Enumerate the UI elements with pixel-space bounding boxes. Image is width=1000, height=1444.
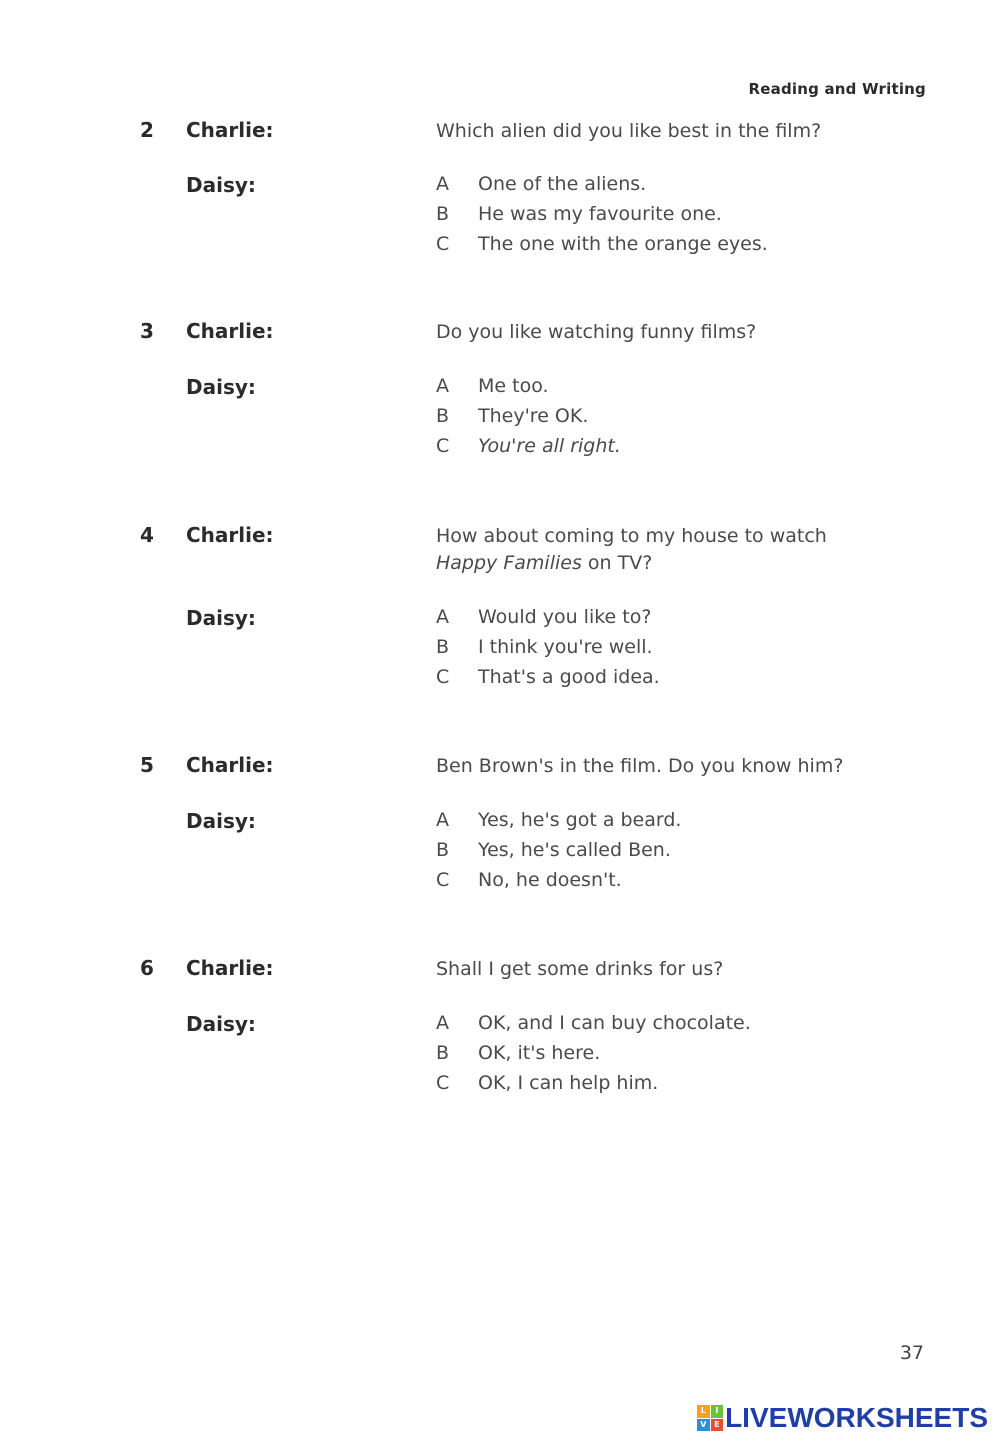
speaker-daisy: Daisy: (186, 173, 256, 197)
option-text: OK, I can help him. (478, 1072, 659, 1094)
option-letter: B (436, 405, 450, 427)
option-letter: B (436, 203, 450, 225)
prompt-title-italic: Happy Families (436, 552, 582, 574)
option-letter: C (436, 666, 450, 688)
question-prompt: Do you like watching funny films? (436, 321, 757, 343)
option-text: They're OK. (478, 405, 589, 427)
speaker-charlie: Charlie: (186, 118, 274, 142)
speaker-charlie: Charlie: (186, 523, 274, 547)
option-text: Yes, he's got a beard. (478, 809, 682, 831)
option-text: That's a good idea. (478, 666, 660, 688)
option-text: I think you're well. (478, 636, 653, 658)
logo-tile: V (697, 1419, 710, 1432)
prompt-line-2: on TV? (581, 552, 653, 574)
liveworksheets-logo-icon (697, 1405, 723, 1431)
option-letter: B (436, 636, 450, 658)
question-number: 3 (140, 319, 154, 343)
brand-name: LIVEWORKSHEETS (725, 1402, 988, 1433)
option-letter: A (436, 375, 449, 397)
option-letter: B (436, 1042, 450, 1064)
option-letter: C (436, 435, 450, 457)
speaker-daisy: Daisy: (186, 375, 256, 399)
question-prompt: Shall I get some drinks for us? (436, 958, 724, 980)
question-number: 5 (140, 753, 154, 777)
option-text: You're all right. (478, 435, 621, 457)
question-prompt: Ben Brown's in the film. Do you know him? (436, 755, 844, 777)
option-text: OK, and I can buy chocolate. (478, 1012, 751, 1034)
liveworksheets-brand[interactable] (697, 1402, 988, 1434)
speaker-daisy: Daisy: (186, 606, 256, 630)
option-letter: C (436, 233, 450, 255)
option-text: He was my favourite one. (478, 203, 722, 225)
option-text: Would you like to? (478, 606, 652, 628)
logo-tile: E (711, 1419, 724, 1432)
question-number: 2 (140, 118, 154, 142)
speaker-daisy: Daisy: (186, 809, 256, 833)
option-text: Me too. (478, 375, 549, 397)
question-number: 4 (140, 523, 154, 547)
logo-tile: L (697, 1405, 710, 1418)
logo-tile: I (711, 1405, 724, 1418)
speaker-charlie: Charlie: (186, 319, 274, 343)
prompt-line-1: How about coming to my house to watch (436, 525, 827, 547)
option-text: The one with the orange eyes. (478, 233, 768, 255)
option-letter: A (436, 809, 449, 831)
option-letter: A (436, 1012, 449, 1034)
option-letter: A (436, 173, 449, 195)
page-number: 37 (899, 1342, 924, 1364)
speaker-charlie: Charlie: (186, 956, 274, 980)
question-number: 6 (140, 956, 154, 980)
option-letter: C (436, 1072, 450, 1094)
section-header: Reading and Writing (748, 80, 926, 98)
option-text: No, he doesn't. (478, 869, 622, 891)
speaker-charlie: Charlie: (186, 753, 274, 777)
question-prompt: Which alien did you like best in the film? (436, 120, 822, 142)
speaker-daisy: Daisy: (186, 1012, 256, 1036)
option-text: Yes, he's called Ben. (478, 839, 671, 861)
option-text: OK, it's here. (478, 1042, 601, 1064)
option-letter: B (436, 839, 450, 861)
question-prompt (436, 523, 856, 577)
option-text: One of the aliens. (478, 173, 647, 195)
option-letter: C (436, 869, 450, 891)
option-letter: A (436, 606, 449, 628)
